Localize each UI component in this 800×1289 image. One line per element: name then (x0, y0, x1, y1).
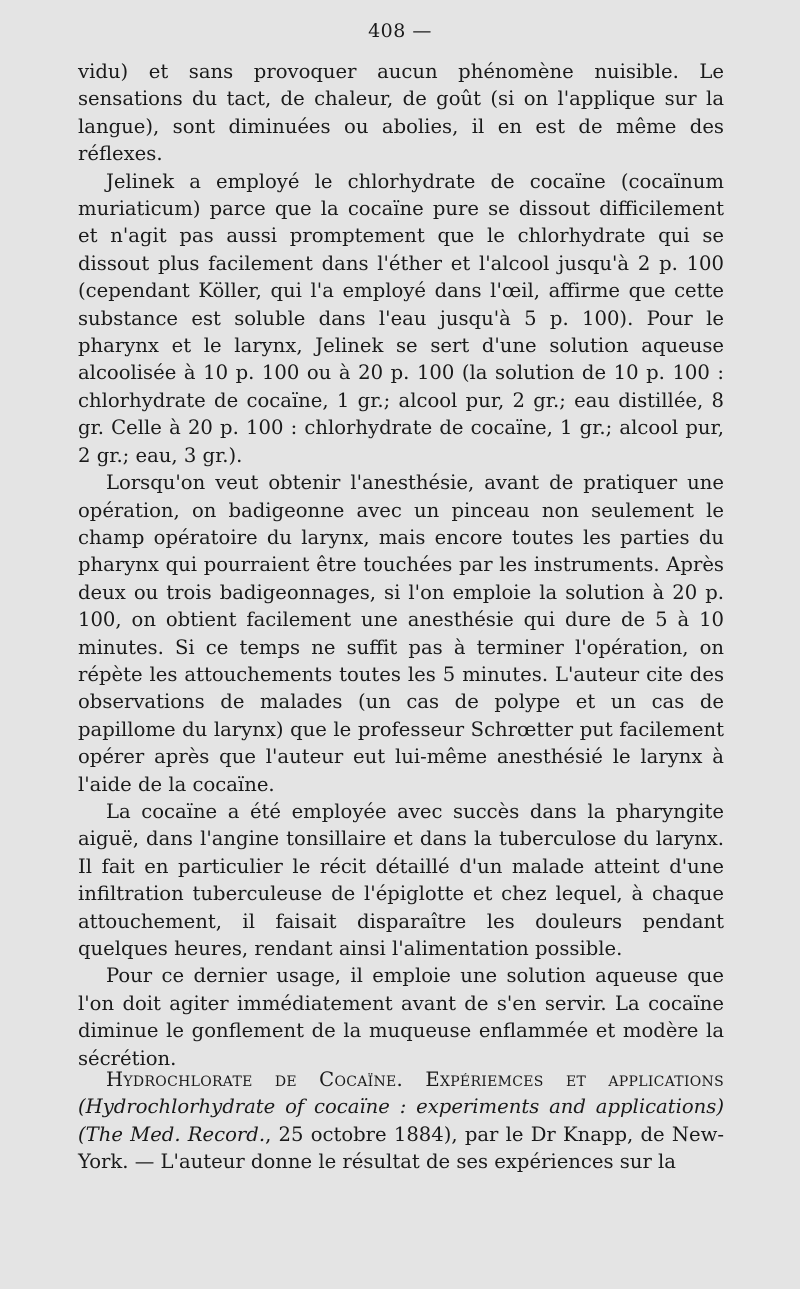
article-lead: — L'auteur donne le résultat de ses expériences sur la (128, 1150, 676, 1174)
paragraph-5: Pour ce dernier usage, il emploie une solution aqueuse que l'on doit agiter immédiatement avant de s'en servir. La cocaïne diminue le gonflement de la muqueuse enflammée et modère la sécrétion. (78, 964, 724, 1070)
article-heading (78, 1066, 724, 1176)
body-text (78, 58, 724, 1072)
paragraph-2: Jelinek a employé le chlorhydrate de cocaïne (cocaïnum muriaticum) parce que la cocaïne pure se dissout difficilement et n'agit pas aussi promptement que le chlorhydrate qui se dissout plus facilement dans l'éther et l'alcool jusqu'à 2 p. 100 (cependant Köller, qui l'a employé dans l'œil, affirme que cette substance est soluble dans l'eau jusqu'à 5 p. 100). Pour le pharynx et le larynx, Jelinek se sert d'une solution aqueuse alcoolisée à 10 p. 100 ou à 20 p. 100 (la solution de 10 p. 100 : chlorhydrate de cocaïne, 1 gr.; alcool pur, 2 gr.; eau distillée, 8 gr. Celle à 20 p. 100 : chlorhydrate de cocaïne, 1 gr.; alcool pur, 2 gr.; eau, 3 gr.). (78, 169, 724, 467)
article-source-journal: (The Med. Record. (78, 1122, 266, 1146)
paragraph-3: Lorsqu'on veut obtenir l'anesthésie, avant de pratiquer une opération, on badigeonne avec un pinceau non seulement le champ opératoire du larynx, mais encore toutes les parties du pharynx qui pourraient être touchées par les instruments. Après deux ou trois badigeonnages, si l'on emploie la solution à 20 p. 100, on obtient facilement une anesthésie qui dure de 5 à 10 minutes. Si ce temps ne suffit pas à terminer l'opération, on répète les attouchements toutes les 5 minutes. L'auteur cite des observations de malades (un cas de polype et un cas de papillome du larynx) que le professeur Schrœtter put facilement opérer après que l'auteur eut lui-même anesthésié le larynx à l'aide de la cocaïne. (78, 471, 724, 796)
article-original-title: (Hydrochlorhydrate of cocaïne : experiments and applications) (78, 1095, 724, 1119)
article-title: Hydrochlorate de Cocaïne. Expériemces et applications (106, 1068, 724, 1091)
article-heading-text (78, 1066, 724, 1176)
paragraph-1: vidu) et sans provoquer aucun phénomène nuisible. Le sensations du tact, de chaleur, de goût (si on l'applique sur la langue), sont diminuées ou abolies, il en est de même des réflexes. (78, 60, 724, 166)
page-number: 408 — (368, 20, 432, 42)
paragraph-4: La cocaïne a été employée avec succès dans la pharyngite aiguë, dans l'angine tonsillaire et dans la tuberculose du larynx. Il fait en particulier le récit détaillé d'un malade atteint d'une infiltration tuberculeuse de l'épiglotte et chez lequel, à chaque attouchement, il faisait disparaître les douleurs pendant quelques heures, rendant ainsi l'alimentation possible. (78, 799, 724, 960)
article-source-date: , 25 octobre 1884), par le Dr Knapp, de New-York. (78, 1122, 725, 1174)
